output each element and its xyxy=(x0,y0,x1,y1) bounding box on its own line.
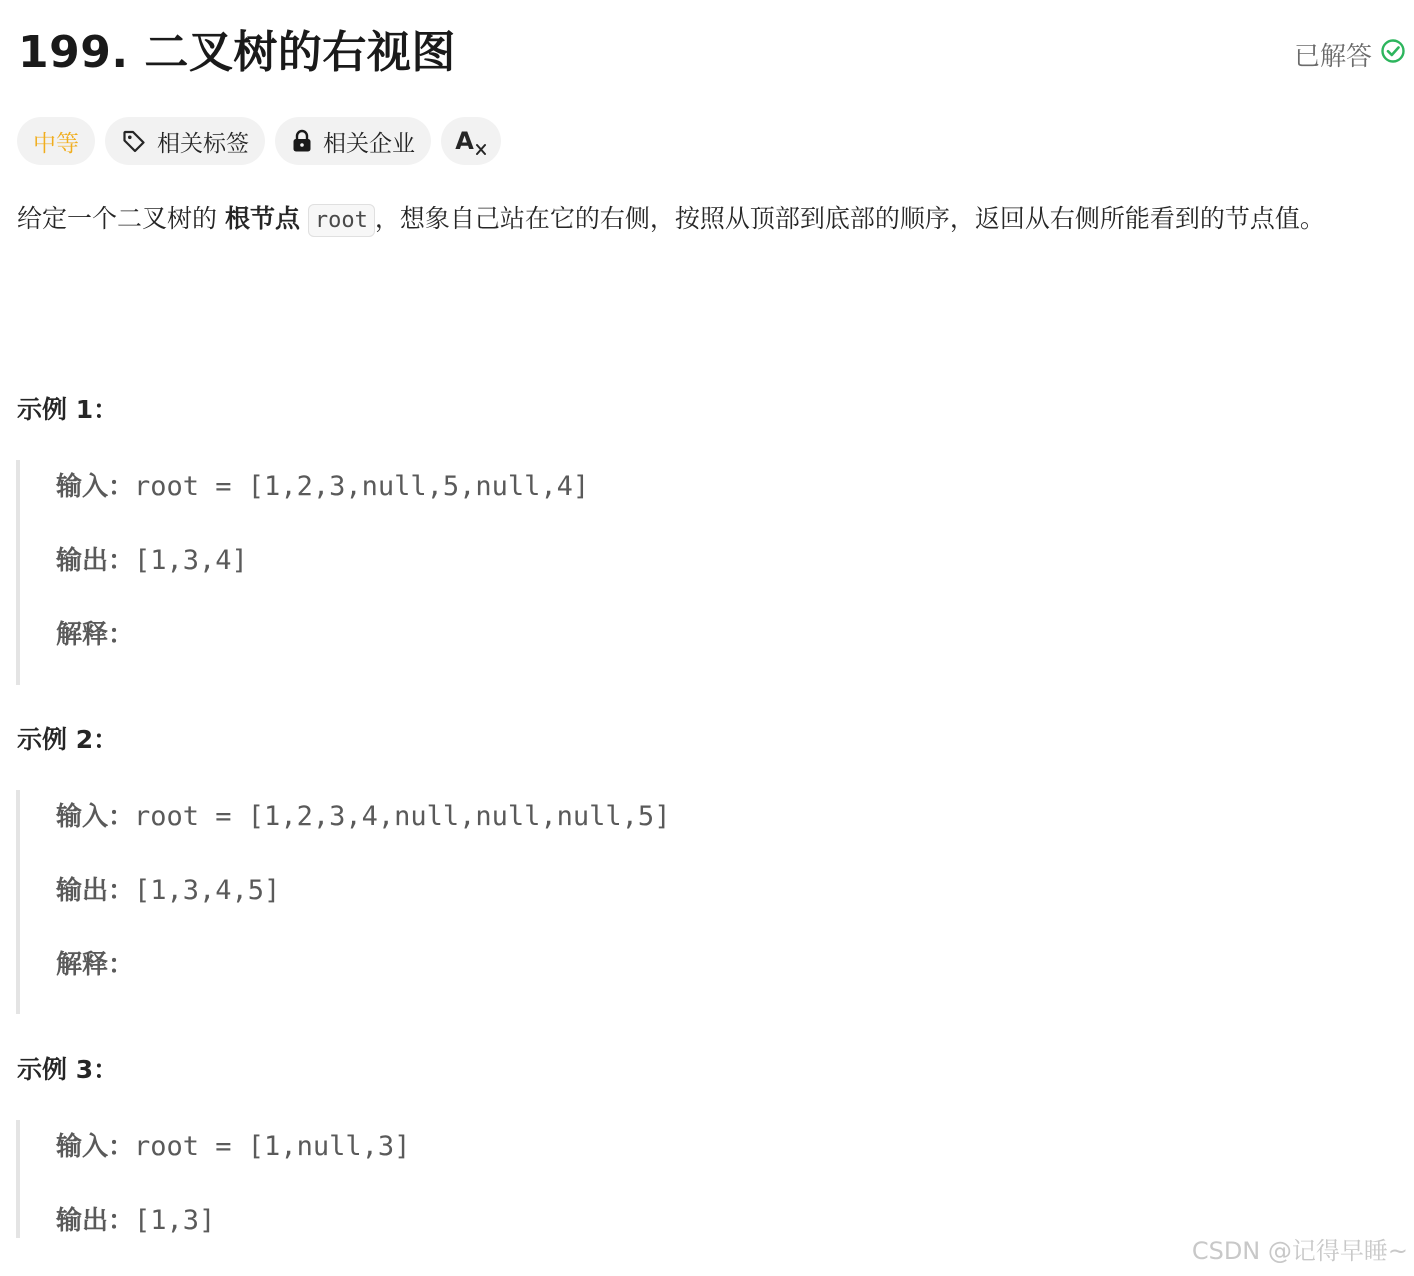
example-1-block xyxy=(16,460,916,685)
example-1-input xyxy=(56,466,589,503)
input-value: root = [1,2,3,4,null,null,null,5] xyxy=(134,801,671,832)
explanation-label: 解释： xyxy=(56,620,135,650)
problem-header xyxy=(18,24,1406,82)
example-3-title: 示例 3： xyxy=(17,1055,119,1084)
explanation-label: 解释： xyxy=(56,950,135,980)
input-label: 输入： xyxy=(56,1132,135,1162)
input-value: root = [1,null,3] xyxy=(134,1131,411,1162)
example-1-title: 示例 1： xyxy=(17,395,119,424)
example-1-output xyxy=(56,540,248,577)
example-2-input xyxy=(56,796,670,833)
output-value: [1,3,4] xyxy=(134,545,248,576)
output-label: 输出： xyxy=(56,876,135,906)
related-topics-button[interactable] xyxy=(105,117,265,165)
related-companies-label: 相关企业 xyxy=(323,130,415,157)
input-value: root = [1,2,3,null,5,null,4] xyxy=(134,471,590,502)
input-label: 输入： xyxy=(56,802,135,832)
output-value: [1,3] xyxy=(134,1205,216,1236)
problem-tags xyxy=(17,117,501,165)
lock-icon xyxy=(291,129,313,153)
example-1-explanation xyxy=(56,614,134,651)
problem-title: 199. 二叉树的右视图 xyxy=(18,27,456,78)
description-text-1: 给定一个二叉树的 xyxy=(17,204,225,233)
solved-status[interactable] xyxy=(1294,36,1406,73)
check-circle-icon xyxy=(1380,38,1406,71)
example-3-output xyxy=(56,1200,215,1237)
description-bold-root-node: 根节点 xyxy=(224,204,300,233)
problem-description xyxy=(17,198,1402,242)
example-3-input xyxy=(56,1126,410,1163)
translate-button[interactable] xyxy=(441,117,501,165)
difficulty-badge[interactable] xyxy=(17,117,95,165)
related-topics-label: 相关标签 xyxy=(157,130,249,157)
tag-icon xyxy=(121,128,147,154)
example-2-explanation xyxy=(56,944,134,981)
related-companies-button[interactable] xyxy=(275,117,431,165)
input-label: 输入： xyxy=(56,472,135,502)
description-text-2: ，想象自己站在它的右侧，按照从顶部到底部的顺序，返回从右侧所能看到的节点值。 xyxy=(374,204,1325,233)
output-label: 输出： xyxy=(56,1206,135,1236)
example-2-block xyxy=(16,790,916,1014)
output-label: 输出： xyxy=(56,546,135,576)
description-code-root: root xyxy=(308,204,375,237)
example-3-block xyxy=(16,1120,916,1238)
example-2-title: 示例 2： xyxy=(17,725,119,754)
difficulty-label: 中等 xyxy=(33,130,79,157)
translate-icon: A xyxy=(455,127,487,155)
solved-label: 已解答 xyxy=(1293,41,1372,72)
example-2-output xyxy=(56,870,280,907)
output-value: [1,3,4,5] xyxy=(134,875,281,906)
csdn-watermark: CSDN @记得早睡~ xyxy=(1191,1237,1408,1265)
